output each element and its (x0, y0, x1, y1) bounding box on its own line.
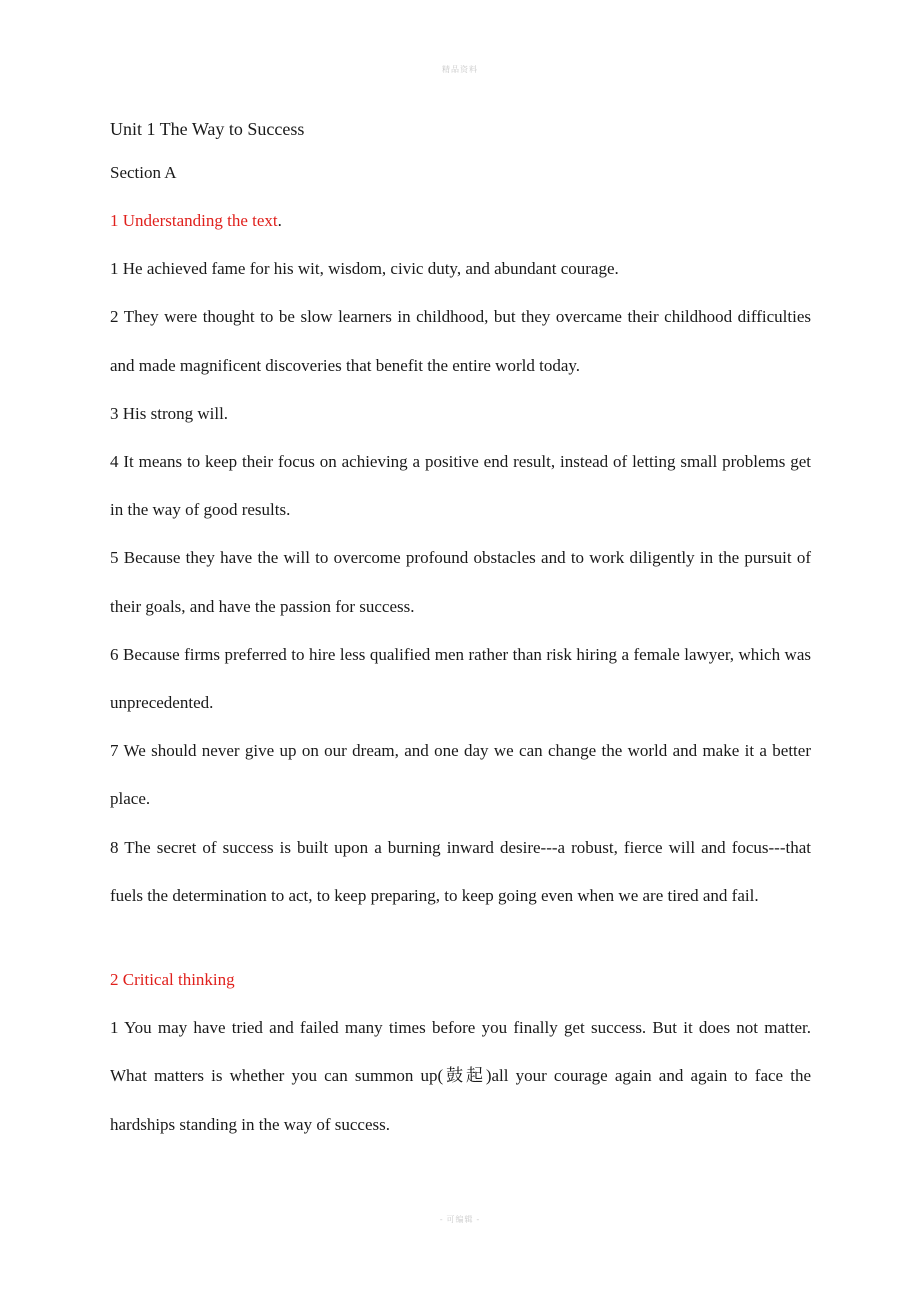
answer-item: 6 Because firms preferred to hire less qualified men rather than risk hiring a female lawyer, which was unprecedented. (110, 644, 811, 713)
header-watermark: 精品资料 (442, 65, 478, 74)
unit-title: Unit 1 The Way to Success (110, 119, 305, 139)
part1-heading-suffix: . (277, 211, 282, 230)
answer-item: 2 They were thought to be slow learners in childhood, but they overcame their childhood difficulties and made magnificent discoveries that benefit the entire world today. (110, 307, 811, 375)
part1-heading (110, 197, 811, 245)
answer-item: 1 You may have tried and failed many times before you finally get success. But it does not matter. What matters is whether you can summon up(鼓起)all your courage again and again to face the hardships standing in the way of success. (110, 1018, 811, 1134)
section-spacer (110, 920, 811, 956)
answer-item: 3 His strong will. (110, 403, 229, 423)
answer-item: 5 Because they have the will to overcome profound obstacles and to work diligently in the pursuit of their goals, and have the passion for success. (110, 548, 811, 616)
part1-heading-text: 1 Understanding the text (110, 211, 278, 230)
answer-item: 8 The secret of success is built upon a burning inward desire---a robust, fierce will and focus---that fuels the determination to act, to keep preparing, to keep going even when we are tired and fail. (110, 837, 811, 905)
section-heading: Section A (110, 163, 177, 182)
answer-item: 7 We should never give up on our dream, and one day we can change the world and make it a better place. (110, 741, 811, 809)
answer-item: 4 It means to keep their focus on achieving a positive end result, instead of letting small problems get in the way of good results. (110, 452, 811, 520)
answer-item: 1 He achieved fame for his wit, wisdom, civic duty, and abundant courage. (110, 259, 619, 279)
document-content (110, 113, 811, 1149)
footer-watermark: - 可编辑 - (439, 1215, 481, 1224)
part2-heading: 2 Critical thinking (110, 970, 235, 990)
